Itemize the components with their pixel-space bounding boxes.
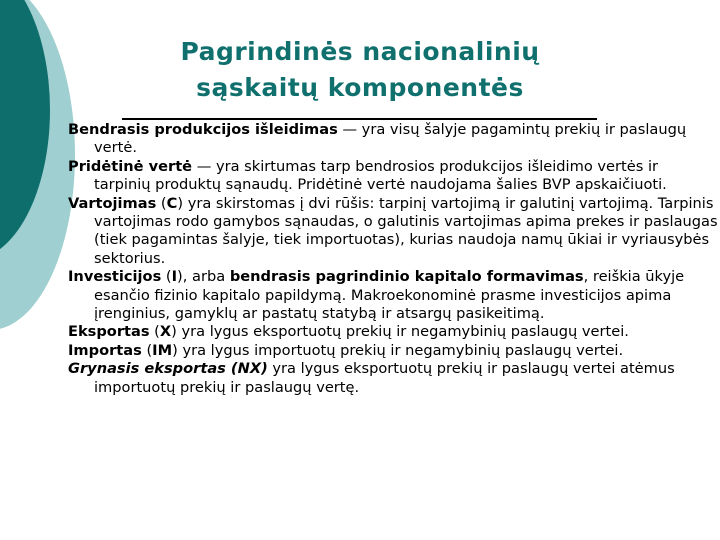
definition-text: , reiškia ūkyje esančio fizinio kapitalo papildymą. Makroekonominė prasme investicijos apima įrenginius, gamyklų ar pastatų statybą ir atsargų pasikeitimą. (94, 268, 685, 323)
definition-gross-output (68, 121, 718, 158)
definition-text: — yra visų šalyje pagamintų prekių ir paslaugų vertė. (94, 121, 687, 157)
definition-text: yra lygus importuotų prekių ir negamybinių paslaugų vertei. (177, 341, 624, 359)
term: Investicijos (68, 268, 162, 286)
term: Eksportas (68, 323, 150, 341)
definition-investment: Investicijos (I), arba bendrasis pagrindinio kapitalo formavimas, reiškia ūkyje esančio fizinio kapitalo papildymą. Makroekonominė prasme investicijos apima įrenginius, gamyklų ar pastatų statybą ir atsargų pasikeitimą. (68, 268, 685, 323)
definition-text: yra skirstomas į dvi rūšis: tarpinį vartojimą ir galutinį vartojimą. Tarpinis vartojimas rodo gamybos sąnaudas, o galutinis vartojimas apima prekes ir paslaugas (tiek pagamintas šalyje, tiek importuotas), kurias naudoja namų ūkiai ir vyriausybės sektorius. (94, 194, 718, 267)
symbol: C (166, 194, 178, 212)
definition-consumption: Vartojimas (C) yra skirstomas į dvi rūšis: tarpinį vartojimą ir galutinį vartojimą. Tarpinis vartojimas rodo gamybos sąnaudas, o galutinis vartojimas apima prekes ir paslaugas (tiek pagamintas šalyje, tiek importuotas), kurias naudoja namų ūkiai ir vyriausybės sektorius. (68, 194, 718, 267)
definition-exports: Eksportas (X) yra lygus eksportuotų prekių ir negamybinių paslaugų vertei. (68, 323, 629, 341)
definition-text: yra lygus eksportuotų prekių ir negamybinių paslaugų vertei. (176, 323, 629, 341)
definition-imports: Importas (IM) yra lygus importuotų prekių ir negamybinių paslaugų vertei. (68, 341, 624, 359)
title-line-2: sąskaitų komponentės (196, 73, 524, 102)
symbol: I (171, 268, 178, 286)
definition-text: — yra skirtumas tarp bendrosios produkcijos išleidimo vertės ir tarpinių produktų sąnaudų. Pridėtinė vertė naudojama šalies BVP apskaičiuoti. (94, 157, 667, 194)
slide-title (150, 34, 570, 106)
term-secondary: bendrasis pagrindinio kapitalo formavimas (229, 268, 584, 286)
definitions-list (68, 121, 718, 397)
symbol: IM (152, 341, 173, 359)
title-line-1: Pagrindinės nacionalinių (180, 37, 540, 66)
term: Bendrasis produkcijos išleidimas (68, 121, 338, 138)
title-divider (122, 118, 597, 120)
definition-net-exports (68, 360, 718, 397)
definition-value-added (68, 158, 718, 195)
symbol: X (159, 323, 172, 341)
term: Importas (68, 341, 142, 359)
definition-text: yra lygus eksportuotų prekių ir paslaugų vertei atėmus importuotų prekių ir paslaugų vertę. (94, 360, 675, 396)
term: Vartojimas (68, 194, 157, 212)
term: Grynasis eksportas (NX) (68, 360, 268, 378)
term: Pridėtinė vertė (68, 157, 193, 175)
